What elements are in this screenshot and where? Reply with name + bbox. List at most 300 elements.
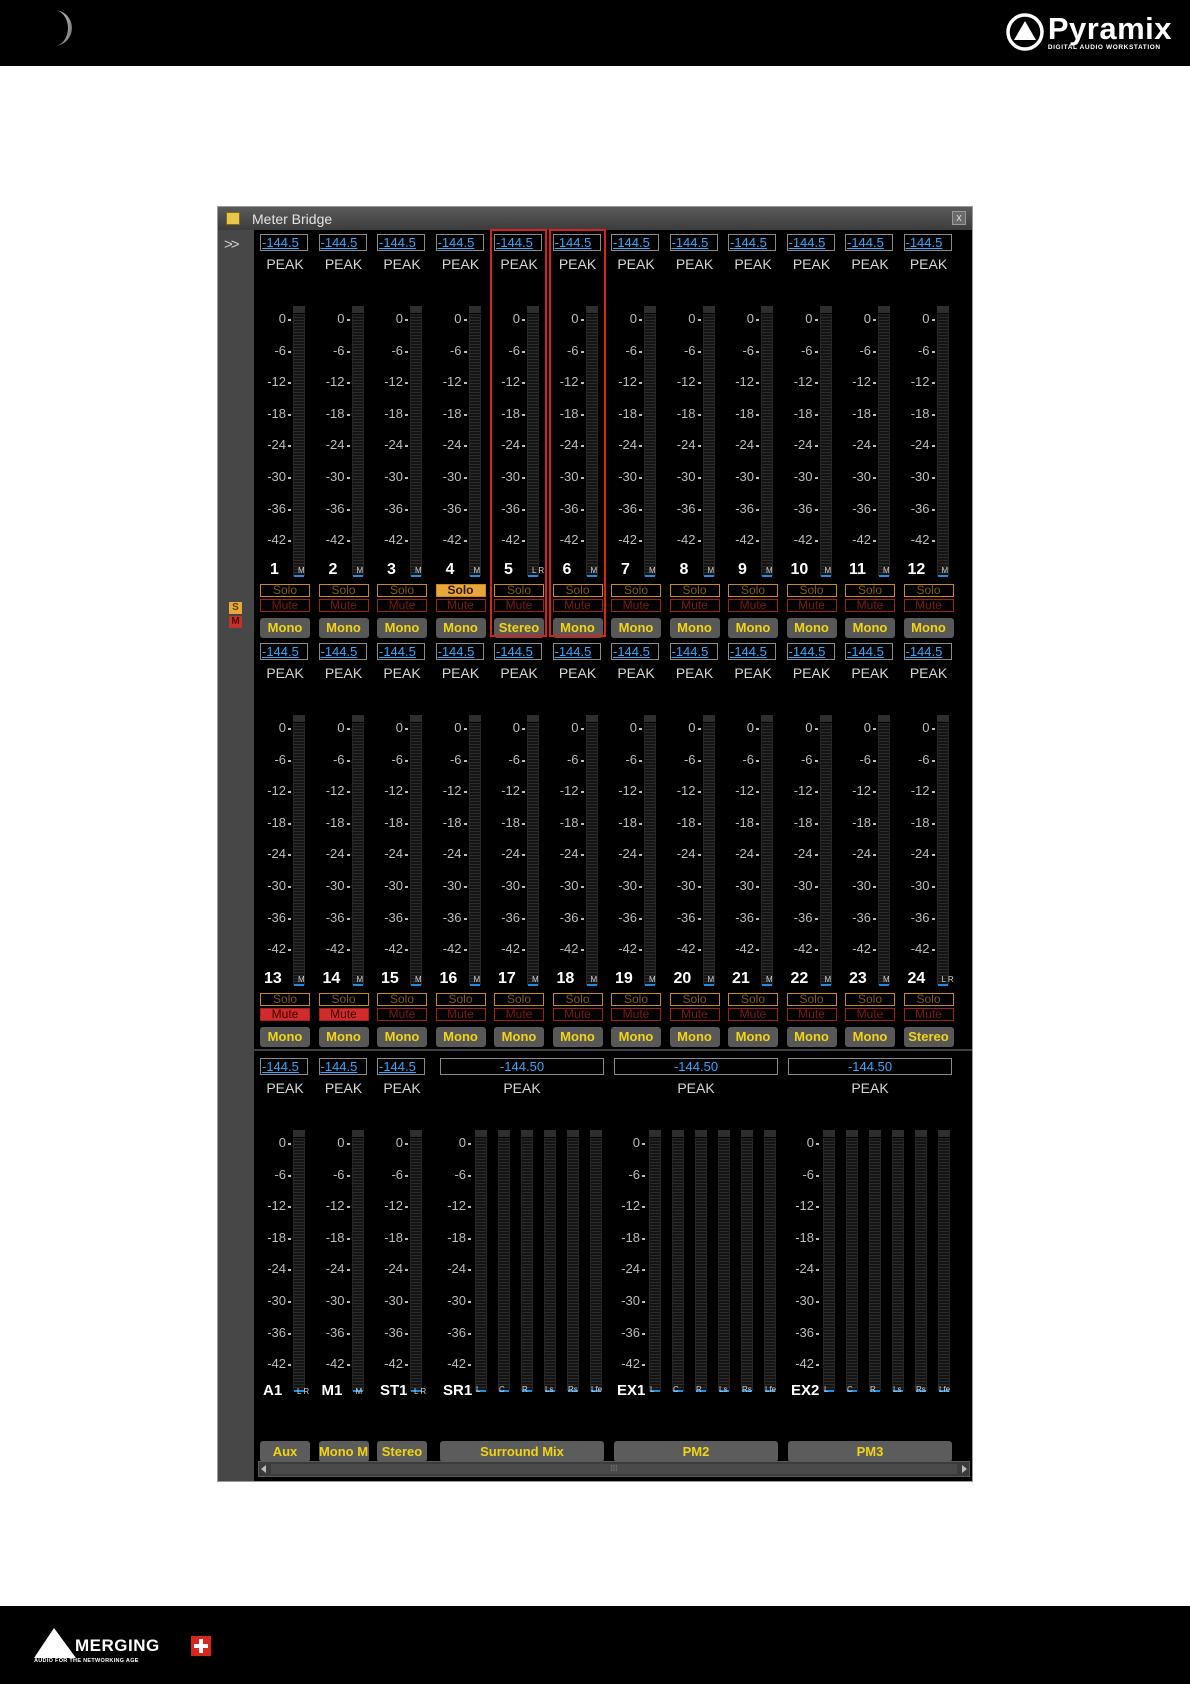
scale-label: -30 (384, 469, 403, 484)
mute-button[interactable]: Mute (436, 599, 486, 612)
channel-mode-button[interactable]: Mono (845, 1027, 895, 1047)
scale-tick (698, 414, 701, 416)
scale-label: -18 (325, 1229, 345, 1245)
scale-label: -12 (559, 374, 579, 390)
scale-label: -36 (795, 1324, 814, 1340)
peak-value[interactable]: -144.5 (787, 643, 835, 660)
bus-button[interactable]: PM2 (614, 1441, 778, 1462)
scale-label: 0 (688, 311, 696, 326)
scale-label: -6 (332, 342, 345, 358)
channel-mode-button[interactable]: Stereo (904, 1027, 954, 1047)
scale-tick (815, 509, 818, 511)
meter-floor (879, 984, 889, 986)
scale-tick (873, 540, 876, 542)
meter-peak-hold (410, 306, 422, 313)
solo-button[interactable]: Solo (436, 584, 486, 597)
scale-label: -18 (325, 814, 345, 830)
scale-label: -36 (267, 1324, 286, 1340)
peak-value[interactable]: -144.5 (728, 643, 776, 660)
solo-button[interactable]: Solo (611, 993, 661, 1006)
scale-label: -24 (325, 846, 345, 862)
scale-label: -42 (618, 941, 637, 957)
scale-tick (873, 791, 876, 793)
scale-tick (698, 918, 701, 920)
solo-button[interactable]: Solo (845, 993, 895, 1006)
scale-label: -6 (332, 751, 345, 767)
mute-button[interactable]: Mute (494, 1008, 544, 1021)
peak-value[interactable]: -144.5 (553, 234, 601, 251)
subchannel-label: Lfe (765, 1385, 777, 1394)
scale-label: -30 (325, 878, 345, 893)
scale-tick (639, 382, 642, 384)
solo-button[interactable]: Solo (787, 584, 837, 597)
subchannel-label: Ls (719, 1385, 728, 1394)
scale-tick (639, 728, 642, 730)
scale-tick (698, 477, 701, 479)
channel-mode-button[interactable]: Stereo (494, 618, 544, 638)
peak-value[interactable]: -144.5 (319, 643, 367, 660)
meter-peak-hold (938, 1130, 950, 1137)
scale-tick (288, 540, 291, 542)
scale-tick (642, 1175, 645, 1177)
scale-tick (288, 1301, 291, 1303)
bus-name: EX2 (791, 1382, 820, 1399)
scale-label: -6 (391, 751, 403, 767)
scale-label: 0 (863, 311, 871, 326)
scale-tick (405, 414, 408, 416)
mute-button[interactable]: Mute (904, 599, 954, 612)
solo-button[interactable]: Solo (494, 584, 544, 597)
meter-floor (294, 575, 304, 577)
scale-label: -6 (859, 342, 871, 358)
channel-mode-button[interactable]: Mono (728, 618, 778, 638)
channel-mode-button[interactable]: Mono (845, 618, 895, 638)
peak-value[interactable]: -144.50 (440, 1058, 604, 1075)
mute-button[interactable]: Mute (377, 599, 427, 612)
scale-label: -6 (508, 751, 520, 767)
meter-peak-hold (741, 1130, 753, 1137)
channel-number: 21 (732, 970, 750, 987)
mute-button[interactable]: Mute (553, 599, 603, 612)
peak-value[interactable]: -144.5 (319, 234, 367, 251)
scale-label: -30 (442, 469, 462, 484)
solo-button[interactable]: Solo (377, 584, 427, 597)
peak-value[interactable]: -144.5 (436, 643, 484, 660)
scale-tick (581, 728, 584, 730)
peak-value[interactable]: -144.5 (845, 643, 893, 660)
channel-mode-button[interactable]: Mono (904, 618, 954, 638)
scale-tick (873, 949, 876, 951)
solo-button[interactable]: Solo (904, 584, 954, 597)
mute-button[interactable]: Mute (611, 599, 661, 612)
scale-label: 0 (458, 1135, 466, 1150)
channel-mode-button[interactable]: Mono (670, 618, 720, 638)
level-meter (869, 1138, 881, 1391)
solo-button[interactable]: Solo (319, 584, 369, 597)
scale-label: -36 (910, 909, 930, 925)
scale-label: -24 (267, 846, 286, 862)
peak-label: PEAK (266, 1080, 304, 1096)
meter-peak-hold (469, 306, 481, 313)
peak-value[interactable]: -144.5 (553, 643, 601, 660)
bus-strip (438, 1058, 606, 1458)
channel-mode-button[interactable]: Mono (611, 1027, 661, 1047)
bus-button[interactable]: Surround Mix (440, 1441, 604, 1462)
scale-tick (639, 823, 642, 825)
mute-button[interactable]: Mute (319, 1008, 369, 1021)
channel-type: L R (297, 1387, 310, 1396)
scale-label: 0 (805, 311, 813, 326)
scale-tick (347, 351, 350, 353)
scale-tick (347, 477, 350, 479)
scale-label: -6 (391, 342, 403, 358)
scale-label: -24 (852, 437, 871, 453)
level-meter (352, 1138, 364, 1391)
channel-number: 9 (738, 561, 747, 578)
channel-type: M (707, 975, 715, 984)
mute-button[interactable]: Mute (728, 1008, 778, 1021)
scale-label: -36 (793, 909, 813, 925)
peak-value[interactable]: -144.50 (614, 1058, 778, 1075)
scale-tick (639, 918, 642, 920)
scale-label: -12 (910, 783, 930, 799)
peak-label: PEAK (792, 256, 831, 272)
bus-button[interactable]: Stereo (377, 1441, 427, 1462)
scale-tick (347, 1238, 350, 1240)
scale-tick (405, 1238, 408, 1240)
solo-button[interactable]: Solo (728, 584, 778, 597)
meter-peak-hold (761, 306, 773, 313)
peak-value[interactable]: -144.50 (788, 1058, 952, 1075)
scale-label: -42 (384, 532, 403, 548)
peak-label: PEAK (441, 665, 480, 681)
scale-label: 0 (337, 720, 345, 735)
solo-button[interactable]: Solo (728, 993, 778, 1006)
scale-tick (405, 823, 408, 825)
channel-number: 13 (264, 970, 282, 987)
channel-mode-button[interactable]: Mono (787, 618, 837, 638)
scale-tick (932, 886, 935, 888)
peak-label: PEAK (500, 665, 538, 681)
scale-tick (464, 477, 467, 479)
scale-label: -30 (442, 878, 462, 893)
scale-tick (873, 319, 876, 321)
channel-mode-button[interactable]: Mono (670, 1027, 720, 1047)
solo-button[interactable]: Solo (553, 993, 603, 1006)
peak-value[interactable]: -144.5 (260, 234, 308, 251)
scroll-left-icon[interactable] (261, 1465, 266, 1473)
mute-button[interactable]: Mute (260, 599, 310, 612)
level-meter (820, 723, 832, 985)
solo-button[interactable]: Solo (260, 993, 310, 1006)
scale-label: -30 (501, 469, 520, 484)
scale-tick (873, 445, 876, 447)
scale-label: -12 (735, 783, 754, 799)
solo-button[interactable]: Solo (260, 584, 310, 597)
solo-button[interactable]: Solo (787, 993, 837, 1006)
bus-button[interactable]: Mono M (319, 1441, 369, 1462)
peak-value[interactable]: -144.5 (377, 1058, 425, 1075)
mute-marker[interactable]: M (229, 616, 242, 628)
solo-marker[interactable]: S (229, 602, 242, 614)
scale-label: -18 (793, 814, 813, 830)
scale-tick (347, 1175, 350, 1177)
scale-label: 0 (395, 311, 403, 326)
pyramix-logo (1006, 12, 1172, 52)
scale-label: -12 (442, 783, 462, 799)
meter-floor (938, 984, 948, 986)
meter-floor (938, 575, 948, 577)
scale-tick (698, 382, 701, 384)
scale-label: 0 (571, 720, 579, 735)
scale-tick (464, 760, 467, 762)
bus-strip (612, 1058, 780, 1458)
scale-tick (468, 1301, 471, 1303)
meter-peak-hold (846, 1130, 858, 1137)
peak-value[interactable]: -144.5 (611, 643, 659, 660)
channel-strip (434, 234, 488, 634)
channel-mode-button[interactable]: Mono (436, 1027, 486, 1047)
scale-tick (639, 509, 642, 511)
scale-label: -18 (621, 1229, 640, 1245)
scale-label: -42 (621, 1356, 640, 1372)
peak-value[interactable]: -144.5 (260, 643, 308, 660)
scale-tick (815, 319, 818, 321)
scale-label: -36 (384, 1324, 403, 1340)
horizontal-scrollbar[interactable] (258, 1461, 970, 1477)
channel-mode-button[interactable]: Mono (319, 1027, 369, 1047)
peak-value[interactable]: -144.5 (904, 643, 952, 660)
solo-button[interactable]: Solo (436, 993, 486, 1006)
mute-button[interactable]: Mute (377, 1008, 427, 1021)
channel-mode-button[interactable]: Mono (553, 618, 603, 638)
subchannel-label: Ls (545, 1385, 554, 1394)
scale-tick (873, 760, 876, 762)
mute-button[interactable]: Mute (728, 599, 778, 612)
merging-triangle-icon (34, 1626, 78, 1660)
scale-label: -24 (559, 437, 579, 453)
channel-mode-button[interactable]: Mono (728, 1027, 778, 1047)
solo-button[interactable]: Solo (319, 993, 369, 1006)
scale-label: 0 (512, 720, 520, 735)
channel-mode-button[interactable]: Mono (260, 618, 310, 638)
peak-value[interactable]: -144.5 (787, 234, 835, 251)
channel-number: 8 (679, 561, 689, 578)
scale-label: -6 (917, 342, 930, 358)
scale-tick (288, 351, 291, 353)
mute-button[interactable]: Mute (787, 599, 837, 612)
scale-tick (873, 728, 876, 730)
channel-strip (726, 643, 780, 1043)
scale-label: -24 (910, 846, 930, 862)
solo-button[interactable]: Solo (611, 584, 661, 597)
solo-button[interactable]: Solo (553, 584, 603, 597)
channel-mode-button[interactable]: Mono (787, 1027, 837, 1047)
channel-mode-button[interactable]: Mono (377, 1027, 427, 1047)
scale-tick (288, 319, 291, 321)
scale-label: 0 (746, 720, 754, 735)
mute-button[interactable]: Mute (553, 1008, 603, 1021)
peak-label: PEAK (503, 1080, 541, 1096)
scale-label: -30 (618, 469, 637, 484)
scale-tick (405, 1364, 408, 1366)
scale-label: -12 (501, 374, 520, 390)
bus-name: ST1 (380, 1382, 408, 1399)
channel-strip (843, 643, 897, 1043)
close-button[interactable]: x (952, 211, 966, 225)
scale-label: 0 (629, 720, 637, 735)
bus-button[interactable]: Aux (260, 1441, 310, 1462)
scale-tick (642, 1238, 645, 1240)
solo-button[interactable]: Solo (377, 993, 427, 1006)
subchannel-label: C (499, 1385, 505, 1394)
peak-value[interactable]: -144.5 (904, 234, 952, 251)
scale-tick (873, 351, 876, 353)
scale-tick (468, 1364, 471, 1366)
channel-strip (668, 234, 722, 634)
scale-label: -30 (852, 469, 871, 484)
bus-button[interactable]: PM3 (788, 1441, 952, 1462)
peak-value[interactable]: -144.5 (845, 234, 893, 251)
scale-label: -42 (501, 532, 520, 548)
scale-tick (347, 823, 350, 825)
scale-tick (932, 823, 935, 825)
mute-button[interactable]: Mute (319, 599, 369, 612)
peak-value[interactable]: -144.5 (670, 234, 718, 251)
scale-label: -6 (454, 1166, 466, 1182)
scale-tick (581, 791, 584, 793)
scale-tick (639, 886, 642, 888)
scale-tick (405, 886, 408, 888)
meter-floor (762, 984, 772, 986)
peak-value[interactable]: -144.5 (494, 234, 542, 251)
mute-button[interactable]: Mute (436, 1008, 486, 1021)
expand-button[interactable]: >> (224, 236, 238, 253)
channel-mode-button[interactable]: Mono (260, 1027, 310, 1047)
solo-button[interactable]: Solo (845, 584, 895, 597)
peak-value[interactable]: -144.5 (377, 234, 425, 251)
scale-label: -12 (267, 1198, 286, 1214)
scale-label: -42 (267, 1356, 286, 1372)
mute-button[interactable]: Mute (904, 1008, 954, 1021)
scale-tick (816, 1333, 819, 1335)
scale-label: -12 (910, 374, 930, 390)
scale-label: -30 (793, 469, 813, 484)
scale-tick (522, 949, 525, 951)
scale-tick (581, 886, 584, 888)
peak-value[interactable]: -144.5 (377, 643, 425, 660)
scale-label: -42 (910, 941, 930, 957)
scale-tick (522, 886, 525, 888)
mute-button[interactable]: Mute (670, 599, 720, 612)
peak-value[interactable]: -144.5 (494, 643, 542, 660)
channel-number: 3 (387, 561, 396, 578)
scale-label: -12 (501, 783, 520, 799)
level-meter (475, 1138, 487, 1391)
meter-bridge-window (217, 206, 973, 1482)
scale-label: -24 (447, 1261, 466, 1277)
scale-tick (288, 1206, 291, 1208)
scale-label: -42 (795, 1356, 814, 1372)
moon-icon (44, 8, 72, 48)
meter-floor (704, 575, 714, 577)
scale-tick (639, 949, 642, 951)
mute-button[interactable]: Mute (260, 1008, 310, 1021)
scrollbar-thumb[interactable]: ⁞⁞⁞ (271, 1464, 957, 1474)
peak-value[interactable]: -144.5 (319, 1058, 367, 1075)
mute-button[interactable]: Mute (845, 1008, 895, 1021)
peak-label: PEAK (734, 256, 772, 272)
mute-button[interactable]: Mute (611, 1008, 661, 1021)
scale-label: -42 (384, 1356, 403, 1372)
scale-tick (581, 949, 584, 951)
scale-tick (816, 1238, 819, 1240)
scale-tick (642, 1364, 645, 1366)
channel-type: M (355, 1387, 363, 1396)
channel-type: M (356, 975, 364, 984)
scale-tick (347, 1333, 350, 1335)
channel-type: L R (414, 1387, 427, 1396)
peak-value[interactable]: -144.5 (436, 234, 484, 251)
peak-value[interactable]: -144.5 (611, 234, 659, 251)
bus-name: SR1 (443, 1382, 473, 1399)
channel-mode-button[interactable]: Mono (494, 1027, 544, 1047)
scale-tick (464, 918, 467, 920)
scale-label: -18 (442, 405, 462, 421)
mute-button[interactable]: Mute (787, 1008, 837, 1021)
scale-label: -24 (501, 846, 520, 862)
channel-type: M (766, 975, 773, 984)
peak-value[interactable]: -144.5 (728, 234, 776, 251)
scale-tick (581, 760, 584, 762)
level-meter (352, 723, 364, 985)
scale-tick (932, 509, 935, 511)
channel-mode-button[interactable]: Mono (553, 1027, 603, 1047)
scale-label: -24 (559, 846, 579, 862)
scale-tick (756, 477, 759, 479)
solo-button[interactable]: Solo (494, 993, 544, 1006)
scale-label: -30 (559, 469, 579, 484)
solo-button[interactable]: Solo (904, 993, 954, 1006)
channel-mode-button[interactable]: Mono (611, 618, 661, 638)
channel-mode-button[interactable]: Mono (436, 618, 486, 638)
solo-button[interactable]: Solo (670, 584, 720, 597)
scale-tick (288, 445, 291, 447)
scale-tick (468, 1269, 471, 1271)
scale-label: -18 (384, 1229, 403, 1245)
channel-mode-button[interactable]: Mono (319, 618, 369, 638)
scale-label: -30 (501, 878, 520, 893)
peak-label: PEAK (677, 1080, 715, 1096)
peak-value[interactable]: -144.5 (670, 643, 718, 660)
scale-label: -18 (910, 814, 930, 830)
peak-label: PEAK (851, 665, 889, 681)
mute-button[interactable]: Mute (670, 1008, 720, 1021)
channel-number: 14 (322, 970, 341, 987)
mute-button[interactable]: Mute (845, 599, 895, 612)
scale-tick (815, 760, 818, 762)
window-titlebar[interactable] (218, 207, 972, 230)
scale-label: 0 (805, 720, 813, 735)
scale-label: -6 (274, 751, 286, 767)
mute-button[interactable]: Mute (494, 599, 544, 612)
peak-value[interactable]: -144.5 (260, 1058, 308, 1075)
channel-number: 23 (849, 970, 867, 987)
scroll-right-icon[interactable] (962, 1465, 967, 1473)
channel-type: M (415, 566, 422, 575)
channel-mode-button[interactable]: Mono (377, 618, 427, 638)
solo-button[interactable]: Solo (670, 993, 720, 1006)
